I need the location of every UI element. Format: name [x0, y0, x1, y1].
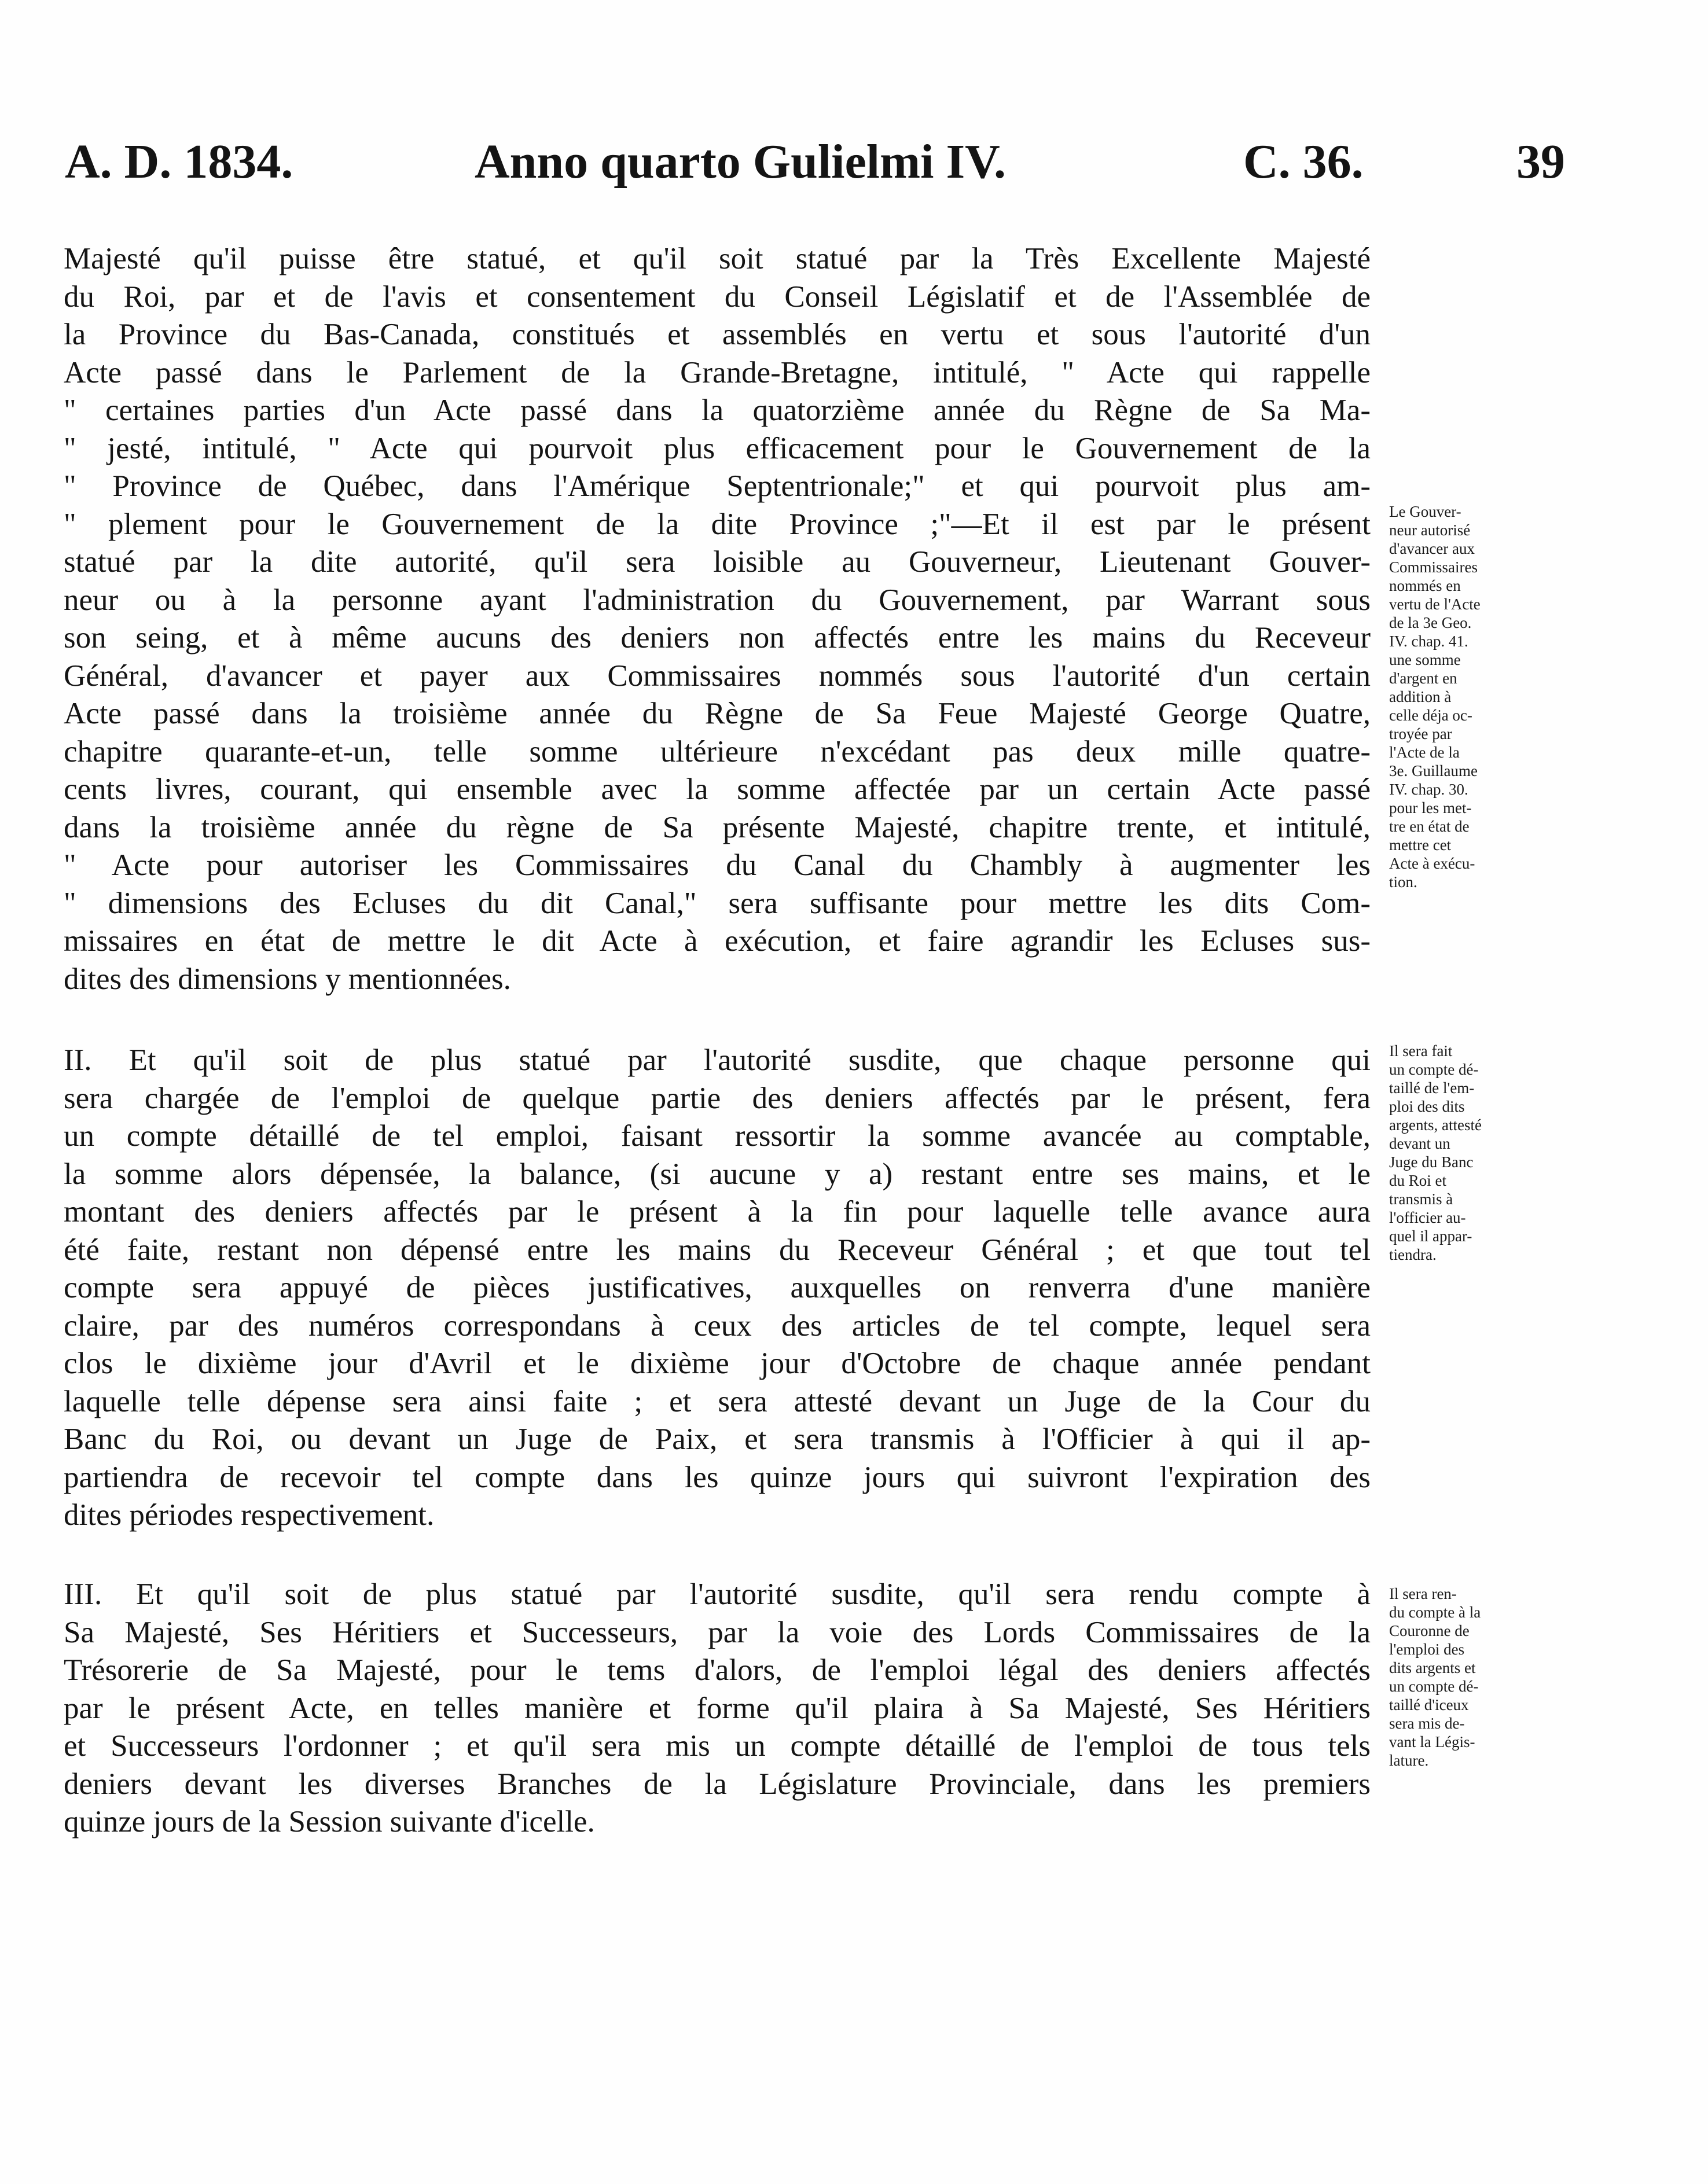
margin-note-line: quel il appar- [1389, 1227, 1472, 1245]
margin-note-line: de la 3e Geo. [1389, 614, 1472, 631]
margin-note-line: IV. chap. 41. [1389, 633, 1468, 650]
margin-note-line: dits argents et [1389, 1659, 1476, 1676]
paragraph-line: deniers devant les diverses Branches de la Législature Provinciale, dans les premiers [64, 1767, 1371, 1801]
paragraph-line: missaires en état de mettre le dit Acte à exécution, et faire agrandir les Ecluses sus- [64, 924, 1371, 958]
paragraph-line: Banc du Roi, ou devant un Juge de Paix, et sera transmis à l'Officier à qui il ap- [64, 1422, 1371, 1456]
margin-note-line: addition à [1389, 688, 1452, 705]
paragraph-line: laquelle telle dépense sera ainsi faite ; et sera attesté devant un Juge de la Cour du [64, 1384, 1371, 1418]
paragraph-line: dans la troisième année du règne de Sa présente Majesté, chapitre trente, et intitulé, [64, 810, 1371, 844]
page-number: 39 [1516, 135, 1565, 189]
paragraph-line: Général, d'avancer et payer aux Commissaires nommés sous l'autorité d'un certain [64, 659, 1371, 693]
margin-note-line: du compte à la [1389, 1604, 1481, 1621]
margin-note-line: argents, attesté [1389, 1116, 1482, 1134]
paragraph-line: la somme alors dépensée, la balance, (si aucune y a) restant entre ses mains, et le [64, 1157, 1371, 1191]
margin-note-line: pour les met- [1389, 799, 1472, 817]
margin-note-line: Acte à exécu- [1389, 855, 1475, 872]
header-chapter: C. 36. [1243, 135, 1364, 189]
paragraph-line: et Successeurs l'ordonner ; et qu'il sera mis un compte détaillé de l'emploi de tous tels [64, 1729, 1371, 1763]
paragraph-line: clos le dixième jour d'Avril et le dixième jour d'Octobre de chaque année pendant [64, 1347, 1371, 1380]
header-year: A. D. 1834. [65, 135, 293, 189]
margin-note-line: troyée par [1389, 725, 1452, 742]
paragraph-line: sera chargée de l'emploi de quelque partie des deniers affectés par le présent, fera [64, 1081, 1371, 1115]
margin-note-line: taillé d'iceux [1389, 1696, 1469, 1714]
header-title: Anno quarto Gulielmi IV. [475, 135, 1006, 189]
paragraph-line: " certaines parties d'un Acte passé dans la quatorzième année du Règne de Sa Ma- [64, 394, 1371, 427]
margin-note-line: l'emploi des [1389, 1641, 1465, 1658]
paragraph-3 [64, 1576, 1371, 1841]
margin-note-line: une somme [1389, 651, 1461, 668]
margin-note-line: vant la Légis- [1389, 1733, 1475, 1751]
paragraph-line: du Roi, par et de l'avis et consentement du Conseil Législatif et de l'Assemblée de [64, 280, 1371, 314]
paragraph-line: un compte détaillé de tel emploi, faisant ressortir la somme avancée au comptable, [64, 1119, 1371, 1153]
margin-note-line: ploi des dits [1389, 1098, 1465, 1115]
paragraph-line: " plement pour le Gouvernement de la dite Province ;"—Et il est par le présent [64, 507, 1371, 541]
paragraph-line: été faite, restant non dépensé entre les mains du Receveur Général ; et que tout tel [64, 1233, 1371, 1267]
paragraph-line: III. Et qu'il soit de plus statué par l'autorité susdite, qu'il sera rendu compte à [64, 1578, 1371, 1611]
margin-note-line: un compte dé- [1389, 1061, 1479, 1078]
paragraph-line: " Province de Québec, dans l'Amérique Septentrionale;" et qui pourvoit plus am- [64, 469, 1371, 503]
paragraph-line: montant des deniers affectés par le présent à la fin pour laquelle telle avance aura [64, 1195, 1371, 1229]
margin-note-line: l'Acte de la [1389, 744, 1460, 761]
margin-note-line: d'argent en [1389, 670, 1457, 687]
margin-note-line: nommés en [1389, 577, 1461, 594]
paragraph-1 [64, 240, 1371, 998]
margin-note-line: Couronne de [1389, 1622, 1470, 1639]
margin-note-3 [1389, 1584, 1557, 1770]
paragraph-line: compte sera appuyé de pièces justificatives, auxquelles on renverra d'une manière [64, 1271, 1371, 1304]
paragraph-line: Sa Majesté, Ses Héritiers et Successeurs, par la voie des Lords Commissaires de la [64, 1615, 1371, 1649]
margin-note-line: tre en état de [1389, 818, 1470, 835]
margin-note-line: du Roi et [1389, 1172, 1446, 1189]
paragraph-line: claire, par des numéros correspondans à ceux des articles de tel compte, lequel sera [64, 1308, 1371, 1343]
margin-note-line: l'officier au- [1389, 1209, 1466, 1226]
margin-note-line: d'avancer aux [1389, 540, 1475, 557]
margin-note-line: vertu de l'Acte [1389, 595, 1481, 613]
paragraph-line: neur ou à la personne ayant l'administration du Gouvernement, par Warrant sous [64, 583, 1371, 617]
margin-note-line: IV. chap. 30. [1389, 781, 1468, 798]
page-header [0, 130, 1708, 194]
paragraph-line: par le présent Acte, en telles manière et forme qu'il plaira à Sa Majesté, Ses Héritiers [64, 1691, 1371, 1725]
margin-note-line: 3e. Guillaume [1389, 762, 1478, 780]
margin-note-line: devant un [1389, 1135, 1450, 1152]
margin-note-line: Commissaires [1389, 558, 1478, 576]
margin-note-line: Il sera ren- [1389, 1585, 1457, 1602]
paragraph-line: " Acte pour autoriser les Commissaires du Canal du Chambly à augmenter les [64, 848, 1371, 882]
paragraph-line: II. Et qu'il soit de plus statué par l'autorité susdite, que chaque personne qui [64, 1043, 1371, 1077]
paragraph-line: partiendra de recevoir tel compte dans les quinze jours qui suivront l'expiration des [64, 1460, 1371, 1494]
paragraph-line: " dimensions des Ecluses du dit Canal," sera suffisante pour mettre les dits Com- [64, 886, 1371, 920]
margin-note-line: taillé de l'em- [1389, 1079, 1475, 1097]
paragraph-line: chapitre quarante-et-un, telle somme ultérieure n'excédant pas deux mille quatre- [64, 734, 1371, 769]
paragraph-line: Acte passé dans le Parlement de la Grande-Bretagne, intitulé, " Acte qui rappelle [64, 355, 1371, 389]
margin-note-line: mettre cet [1389, 836, 1452, 854]
margin-note-line: Le Gouver- [1389, 503, 1461, 520]
paragraph-line: dites des dimensions y mentionnées. [64, 962, 511, 996]
margin-note-1 [1389, 502, 1557, 891]
margin-note-line: Il sera fait [1389, 1042, 1453, 1060]
margin-note-line: tion. [1389, 873, 1417, 891]
margin-note-line: lature. [1389, 1752, 1429, 1769]
paragraph-line: statué par la dite autorité, qu'il sera loisible au Gouverneur, Lieutenant Gouver- [64, 545, 1371, 579]
paragraph-line: Majesté qu'il puisse être statué, et qu'il soit statué par la Très Excellente Majesté [64, 242, 1371, 275]
paragraph-line: Trésorerie de Sa Majesté, pour le tems d'alors, de l'emploi légal des deniers affectés [64, 1653, 1371, 1687]
margin-note-line: transmis à [1389, 1190, 1453, 1208]
paragraph-line: la Province du Bas-Canada, constitués et assemblés en vertu et sous l'autorité d'un [64, 318, 1371, 351]
paragraph-line: quinze jours de la Session suivante d'icelle. [64, 1805, 595, 1839]
paragraph-line: son seing, et à même aucuns des deniers non affectés entre les mains du Receveur [64, 621, 1371, 655]
paragraph-line: dites périodes respectivement. [64, 1498, 435, 1532]
margin-note-line: tiendra. [1389, 1246, 1437, 1263]
paragraph-line: Acte passé dans la troisième année du Règne de Sa Feue Majesté George Quatre, [64, 697, 1371, 730]
margin-note-line: Juge du Banc [1389, 1153, 1474, 1171]
margin-note-line: celle déja oc- [1389, 707, 1472, 724]
margin-note-2 [1389, 1042, 1557, 1264]
paragraph-2 [64, 1042, 1371, 1535]
margin-note-line: un compte dé- [1389, 1678, 1479, 1695]
paragraph-line: cents livres, courant, qui ensemble avec la somme affectée par un certain Acte passé [64, 773, 1371, 806]
paragraph-line: " jesté, intitulé, " Acte qui pourvoit plus efficacement pour le Gouvernement de la [64, 431, 1371, 465]
margin-note-line: sera mis de- [1389, 1715, 1465, 1732]
margin-note-line: neur autorisé [1389, 521, 1471, 539]
